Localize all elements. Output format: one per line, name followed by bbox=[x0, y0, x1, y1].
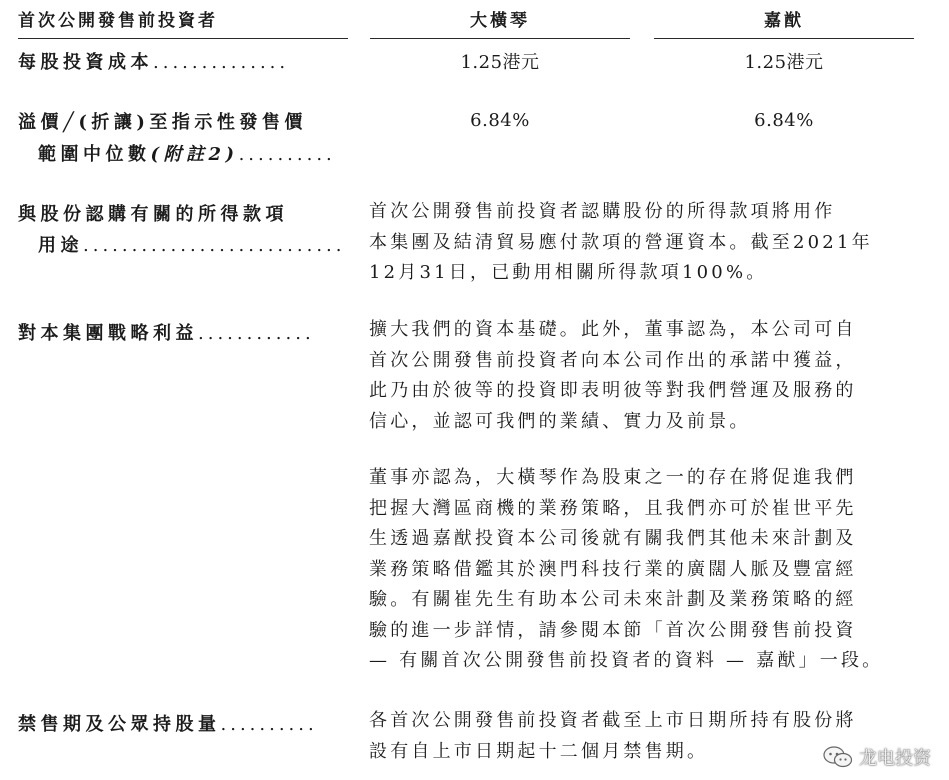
row-label-proceeds-line2: 用途........................... bbox=[38, 235, 346, 256]
strategic-paragraph-2 bbox=[369, 463, 925, 677]
text-line: 此乃由於彼等的投資即表明彼等對我們營運及服務的 bbox=[369, 380, 857, 401]
premium-value-dahengqin: 6.84% bbox=[470, 110, 530, 131]
wechat-icon bbox=[823, 745, 853, 769]
table-header-label: 首次公開發售前投資者 bbox=[18, 11, 218, 31]
note-reference: (附註2) bbox=[150, 144, 239, 165]
row-label-premium-line1: 溢價╱(折讓)至指示性發售價 bbox=[18, 112, 307, 133]
text-line: 業務策略借鑑其於澳門科技行業的廣闊人脈及豐富經 bbox=[369, 558, 857, 580]
text-line: 信心，並認可我們的業績、實力及前景。 bbox=[369, 410, 751, 432]
text-line: 把握大灣區商機的業務策略，且我們亦可於崔世平先 bbox=[369, 497, 857, 519]
text-line: 各首次公開發售前投資者截至上市日期所持有股份將 bbox=[369, 710, 857, 731]
text-line: 驗。有關崔先生有助本公司未來計劃及業務策略的經 bbox=[369, 589, 857, 610]
cost-value-jiayou: 1.25港元 bbox=[744, 52, 824, 73]
strategic-paragraph-1 bbox=[369, 315, 925, 437]
header-rule-col1 bbox=[370, 38, 630, 39]
proceeds-description bbox=[369, 197, 925, 289]
row-label-proceeds-line1: 與股份認購有關的所得款項 bbox=[18, 204, 288, 225]
text-line: — 有關首次公開發售前投資者的資料 — 嘉猷」一段。 bbox=[369, 650, 884, 671]
column-header-jiayou: 嘉猷 bbox=[764, 11, 804, 31]
premium-value-jiayou: 6.84% bbox=[754, 110, 814, 131]
cost-value-dahengqin: 1.25港元 bbox=[460, 52, 540, 73]
text-line: 設有自上市日期起十二個月禁售期。 bbox=[369, 740, 709, 762]
text-line: 董事亦認為，大橫琴作為股東之一的存在將促進我們 bbox=[369, 467, 857, 488]
text-line: 12月31日，已動用相關所得款項100%。 bbox=[369, 262, 768, 283]
text-line: 本集團及結清貿易應付款項的營運資本。截至2021年 bbox=[369, 231, 873, 253]
text-line: 首次公開發售前投資者向本公司作出的承諾中獲益， bbox=[369, 349, 857, 371]
row-label-cost-per-share: 每股投資成本.............. bbox=[18, 52, 290, 73]
text-line: 擴大我們的資本基礎。此外，董事認為，本公司可自 bbox=[369, 319, 857, 340]
watermark-text: 龙电投资 bbox=[859, 748, 931, 769]
text-line: 生透過嘉猷投資本公司後就有關我們其他未來計劃及 bbox=[369, 528, 857, 549]
text-line: 首次公開發售前投資者認購股份的所得款項將用作 bbox=[369, 201, 836, 222]
watermark bbox=[823, 744, 931, 770]
row-label-strategic-benefits: 對本集團戰略利益............ bbox=[18, 323, 315, 344]
row-label-lockup-period: 禁售期及公眾持股量.......... bbox=[18, 714, 318, 735]
text-line: 驗的進一步詳情，請參閱本節「首次公開發售前投資 bbox=[369, 619, 857, 641]
row-label-premium-line2: 範圍中位數(附註2).......... bbox=[38, 144, 336, 165]
header-rule-col2 bbox=[654, 38, 914, 39]
column-header-dahengqin: 大橫琴 bbox=[470, 11, 530, 31]
header-rule-label bbox=[18, 38, 348, 39]
